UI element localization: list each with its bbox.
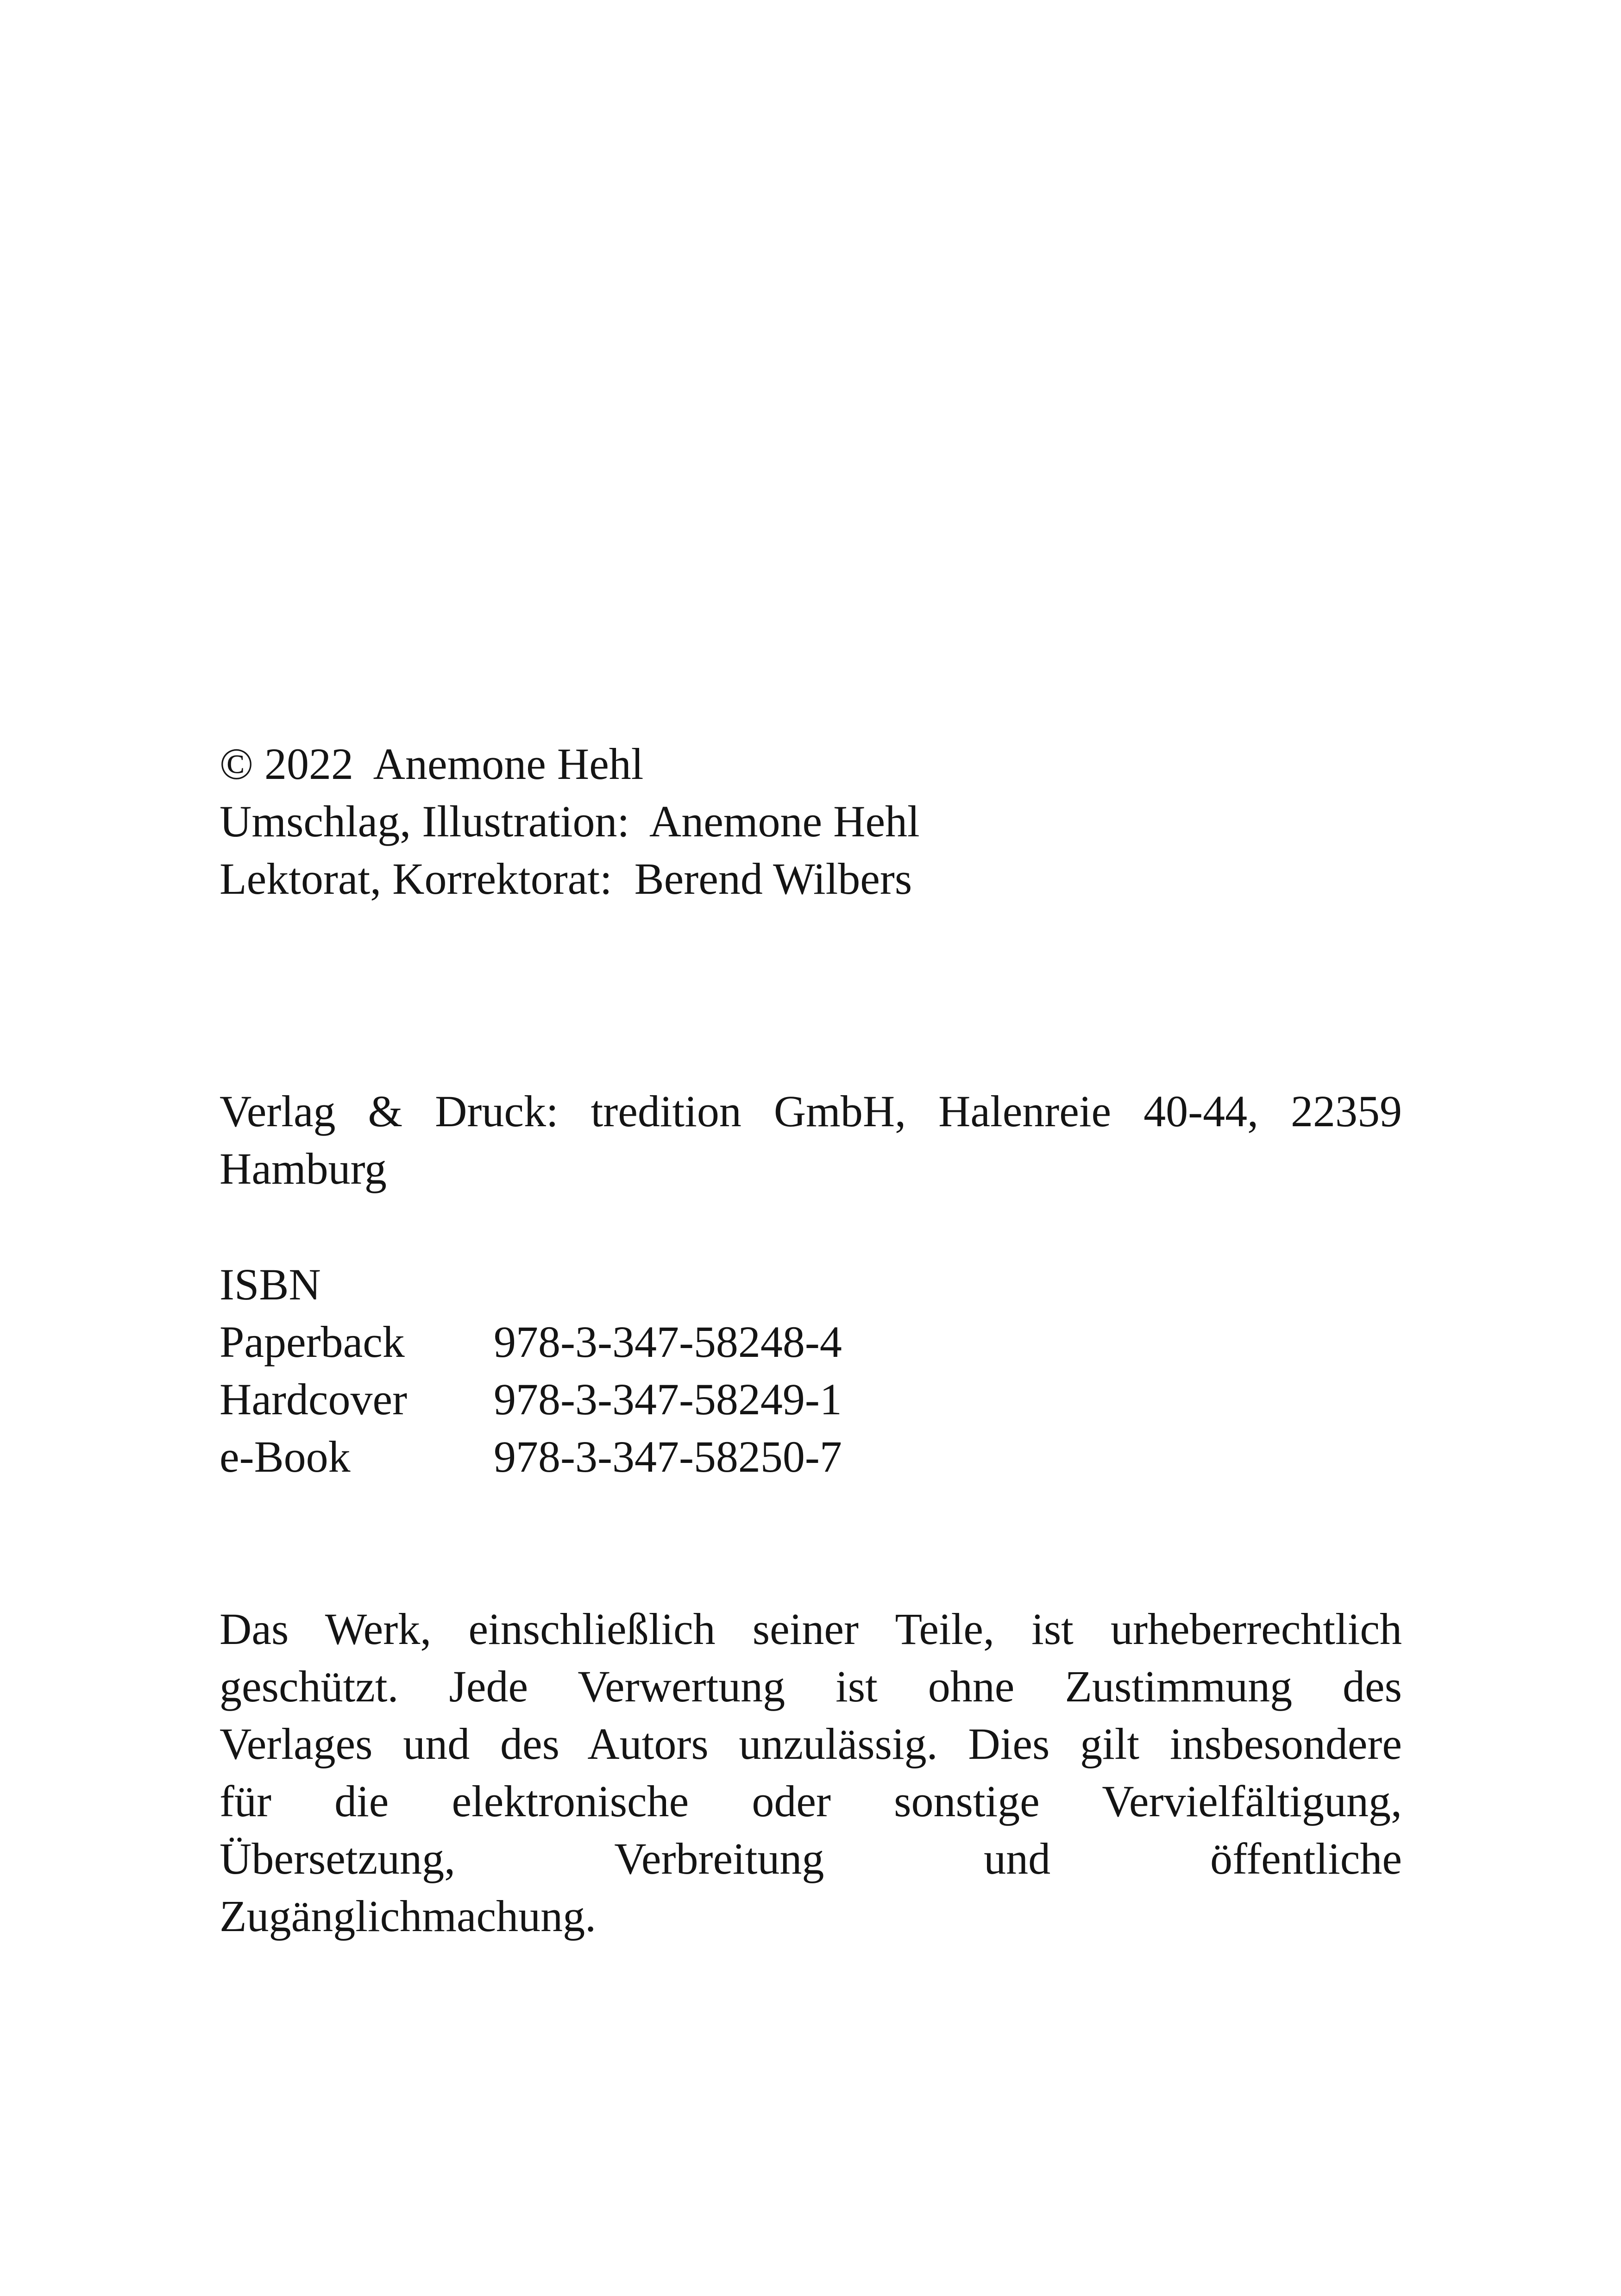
editing-credit-line: Lektorat, Korrektorat: Berend Wilbers <box>220 854 912 903</box>
isbn-row <box>220 1371 1402 1428</box>
isbn-number: 978-3-347-58248-4 <box>494 1317 842 1367</box>
publisher-address-line-1: Verlag & Druck: tredition GmbH, Halenreie 40-44, 22359 <box>220 1086 1402 1136</box>
copyright-line: © 2022 Anemone Hehl <box>220 739 644 789</box>
copyright-notice-line: für die elektronische oder sonstige Vervielfältigung, <box>220 1776 1402 1826</box>
copyright-notice-line: Übersetzung, Verbreitung und öffentliche <box>220 1834 1402 1883</box>
copyright-notice-line: geschützt. Jede Verwertung ist ohne Zustimmung des <box>220 1662 1402 1711</box>
credits-block <box>220 735 1402 908</box>
copyright-notice-line: Das Werk, einschließlich seiner Teile, ist urheberrechtlich <box>220 1604 1402 1654</box>
copyright-notice-line: Verlages und des Autors unzulässig. Dies gilt insbesondere <box>220 1719 1402 1769</box>
isbn-format-label: e-Book <box>220 1432 351 1481</box>
isbn-row <box>220 1428 1402 1486</box>
isbn-format-label: Hardcover <box>220 1374 408 1424</box>
isbn-number: 978-3-347-58250-7 <box>494 1432 842 1481</box>
isbn-row <box>220 1313 1402 1371</box>
publisher-address-line-2: Hamburg <box>220 1144 387 1193</box>
isbn-format-label: Paperback <box>220 1317 405 1367</box>
isbn-heading: ISBN <box>220 1260 321 1309</box>
copyright-notice-line: Zugänglichmachung. <box>220 1891 597 1941</box>
cover-credit-line: Umschlag, Illustration: Anemone Hehl <box>220 797 920 846</box>
publisher-block <box>220 1083 1402 1198</box>
copyright-notice <box>220 1600 1402 1945</box>
isbn-block <box>220 1256 1402 1486</box>
isbn-number: 978-3-347-58249-1 <box>494 1374 842 1424</box>
